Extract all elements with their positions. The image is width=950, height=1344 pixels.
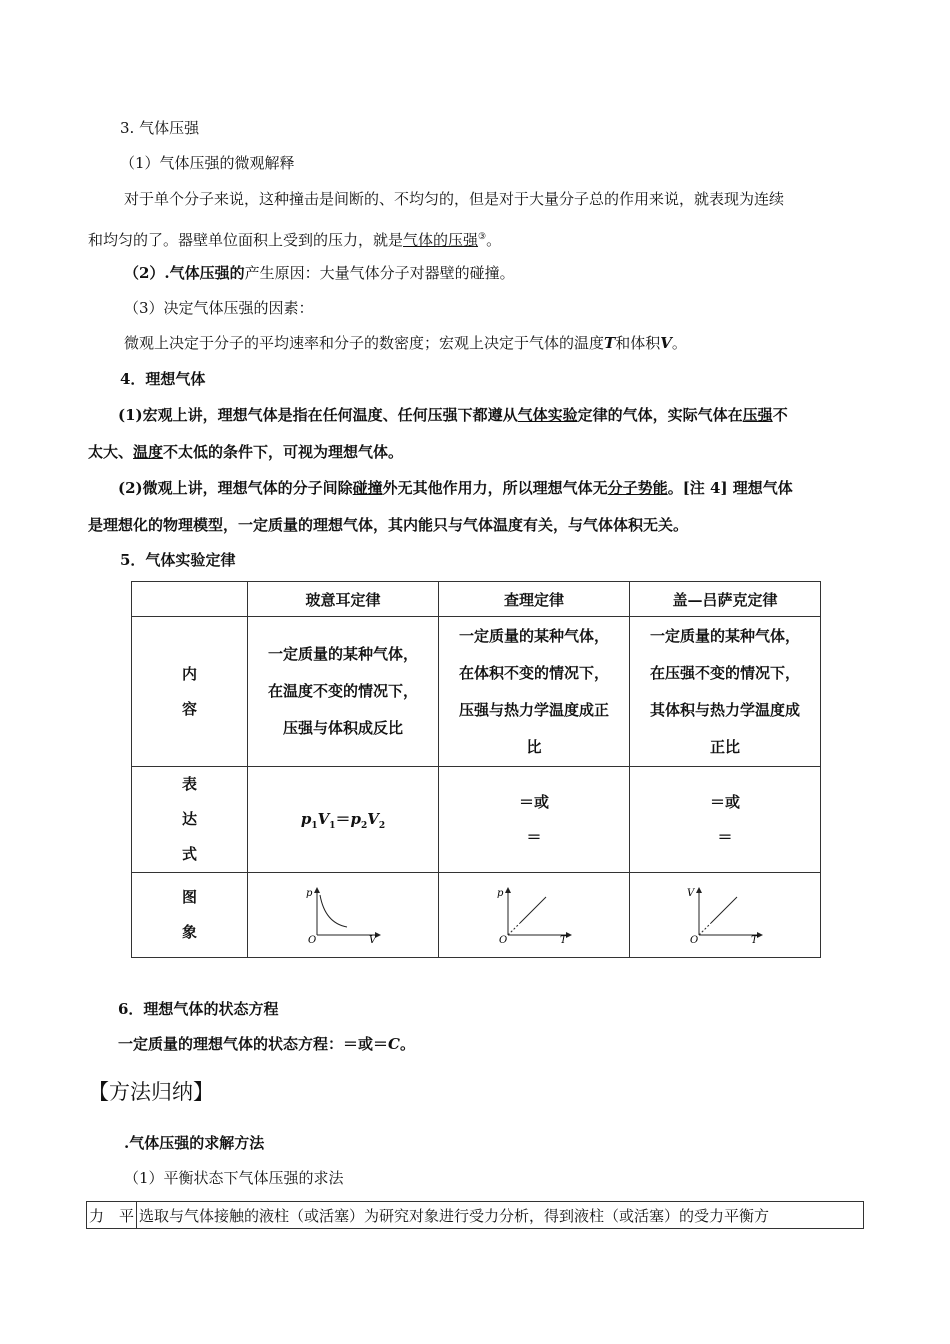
graph-label-char: 象 [181, 923, 197, 941]
method-sub-title: .气体压强的求解方法 [124, 1134, 265, 1152]
boyle-graph [303, 885, 383, 945]
content-label [132, 617, 248, 767]
expression-label [132, 767, 248, 873]
section-4-p1-line2 [88, 442, 403, 462]
y-arrow-icon [314, 887, 320, 893]
graph-row [132, 873, 821, 958]
para1-line2-text: 和均匀的了。器壁单位面积上受到的压力，就是 [88, 231, 404, 249]
axis-label-x: T [560, 935, 567, 945]
volume-symbol: V [660, 334, 672, 352]
footnote-mark: ③ [478, 232, 487, 242]
proportional-line [711, 897, 737, 923]
collision-term: 碰撞 [352, 479, 383, 497]
content-line: 其体积与热力学温度成 [649, 700, 800, 719]
state-equation-text: 一定质量的理想气体的状态方程：＝或＝ [118, 1035, 389, 1053]
expression-line: ＝ [526, 827, 542, 846]
expression-line: ＝或 [518, 792, 549, 811]
formula-sub4: 2 [378, 821, 386, 831]
expression-line: ＝或 [709, 792, 740, 811]
axis-label-y: p [497, 888, 504, 899]
formula-sub2: 1 [329, 821, 336, 831]
potential-energy-term: 分子势能 [607, 479, 668, 497]
para3-end: 。 [671, 334, 687, 352]
section-3-title: 3. 气体压强 [120, 119, 200, 137]
content-line: 在压强不变的情况下， [649, 663, 800, 682]
header-boyle: 玻意耳定律 [248, 582, 439, 617]
expression-label-char: 表 [181, 775, 197, 793]
method-heading: 【方法归纳】 [88, 1080, 214, 1104]
axis-label-origin: O [308, 935, 317, 945]
header-row [132, 582, 821, 617]
content-line: 在体积不变的情况下， [458, 663, 609, 682]
charles-graph [494, 885, 574, 945]
expression-label-char: 式 [181, 845, 197, 863]
content-line: 一定质量的某种气体， [649, 626, 800, 645]
gas-experiment-term: 气体实验 [517, 406, 578, 424]
method-table-left: 力 平 [87, 1202, 137, 1229]
p1-line2-post: 不太低的条件下，可视为理想气体。 [163, 443, 404, 461]
formula-sub1: 1 [311, 821, 318, 831]
hyperbola-curve [320, 895, 347, 927]
dashed-extension [508, 923, 520, 935]
method-table-row [87, 1202, 864, 1229]
y-arrow-icon [696, 887, 702, 893]
x-arrow-icon [566, 932, 572, 938]
section-6-title: 6．理想气体的状态方程 [118, 1000, 279, 1018]
axis-label-x: T [751, 935, 758, 945]
graph-label [132, 873, 248, 958]
section-5-title: 5．气体实验定律 [120, 551, 236, 569]
content-label-char: 容 [181, 699, 197, 718]
section-4-p1-line1 [118, 405, 788, 425]
content-line: 正比 [709, 737, 740, 756]
constant-symbol: C [388, 1035, 400, 1053]
section-4-title: 4．理想气体 [120, 370, 206, 388]
header-charles: 查理定律 [439, 582, 630, 617]
expression-label-char: 达 [181, 810, 197, 828]
formula-v1: V [317, 810, 330, 828]
section-4-p2-line2: 是理想化的物理模型，一定质量的理想气体，其内能只与气体温度有关，与气体体积无关。 [88, 516, 689, 534]
sub2-rest: 产生原因：大量气体分子对器壁的碰撞。 [244, 264, 515, 282]
pressure-term: 压强 [742, 406, 773, 424]
expression-charles [439, 767, 630, 873]
header-gay-lussac: 盖—吕萨克定律 [630, 582, 821, 617]
content-label-char: 内 [181, 664, 197, 683]
gas-pressure-term: 气体的压强 [403, 231, 479, 249]
x-arrow-icon [757, 932, 763, 938]
content-line: 一定质量的某种气体， [458, 626, 609, 645]
gay-lussac-graph [685, 885, 765, 945]
content-charles [439, 617, 630, 767]
graph-charles-cell [439, 873, 630, 958]
formula-v2: V [367, 810, 379, 828]
temperature-term: 温度 [133, 443, 164, 461]
method-table [86, 1201, 864, 1229]
method-table-right: 选取与气体接触的液柱（或活塞）为研究对象进行受力分析，得到液柱（或活塞）的受力平衡方 [137, 1202, 864, 1229]
axis-label-origin: O [690, 935, 699, 945]
axis-label-y: V [687, 888, 695, 899]
p1-b: 定律的气体，实际气体在 [577, 406, 743, 424]
expression-line: ＝ [717, 827, 733, 846]
axis-label-origin: O [499, 935, 508, 945]
dashed-extension [699, 923, 711, 935]
sub2-bold: （2）.气体压强的 [124, 264, 245, 282]
section-6-text [118, 1034, 415, 1054]
section-3-sub1: （1）气体压强的微观解释 [120, 154, 295, 172]
section-3-para3 [124, 333, 687, 353]
para3-mid: 和体积 [615, 334, 661, 352]
header-empty [132, 582, 248, 617]
graph-boyle-cell [248, 873, 439, 958]
section-3-sub2 [124, 263, 515, 283]
para3-text: 微观上决定于分子的平均速率和分子的数密度；宏观上决定于气体的温度 [124, 334, 605, 352]
section-3-para1-line2 [88, 227, 501, 250]
content-line: 一定质量的某种气体， [267, 645, 418, 663]
p2-c: 。[注 4] 理想气体 [667, 479, 793, 497]
method-sub1: （1）平衡状态下气体压强的求法 [124, 1169, 344, 1187]
content-row [132, 617, 821, 767]
content-line: 在温度不变的情况下， [267, 682, 418, 700]
p2-a: (2)微观上讲，理想气体的分子间除 [118, 479, 353, 497]
state-equation-end: 。 [399, 1035, 415, 1053]
p1-a: (1)宏观上讲，理想气体是指在任何温度、任何压强下都遵从 [118, 406, 518, 424]
expression-gay-lussac [630, 767, 821, 873]
proportional-line [520, 897, 546, 923]
para1-line2-end: 。 [486, 231, 502, 249]
formula-p1: p [300, 810, 312, 828]
p1-line2-pre: 太大、 [88, 443, 134, 461]
axis-label-x: V [369, 935, 377, 945]
graph-gay-lussac-cell [630, 873, 821, 958]
formula-eq: ＝ [335, 810, 351, 828]
section-4-p2-line1 [118, 478, 793, 498]
formula-p2: p [350, 810, 361, 828]
section-3-sub3: （3）决定气体压强的因素： [124, 299, 314, 317]
axis-label-y: p [306, 888, 313, 899]
p2-b: 外无其他作用力，所以理想气体无 [382, 479, 608, 497]
content-line: 压强与热力学温度成正 [458, 700, 609, 719]
y-arrow-icon [505, 887, 511, 893]
boyle-formula [300, 810, 386, 831]
content-line: 压强与体积成反比 [282, 719, 403, 737]
content-boyle [248, 617, 439, 767]
gas-laws-table [131, 581, 821, 958]
content-gay-lussac [630, 617, 821, 767]
section-3-para1-line1: 对于单个分子来说，这种撞击是间断的、不均匀的，但是对于大量分子总的作用来说，就表现为连续 [124, 190, 785, 208]
expression-boyle [248, 767, 439, 873]
formula-sub3: 2 [361, 821, 368, 831]
content-line: 比 [526, 737, 542, 756]
temperature-symbol: T [604, 334, 616, 352]
p1-c: 不 [772, 406, 788, 424]
expression-row [132, 767, 821, 873]
graph-label-char: 图 [181, 888, 197, 906]
